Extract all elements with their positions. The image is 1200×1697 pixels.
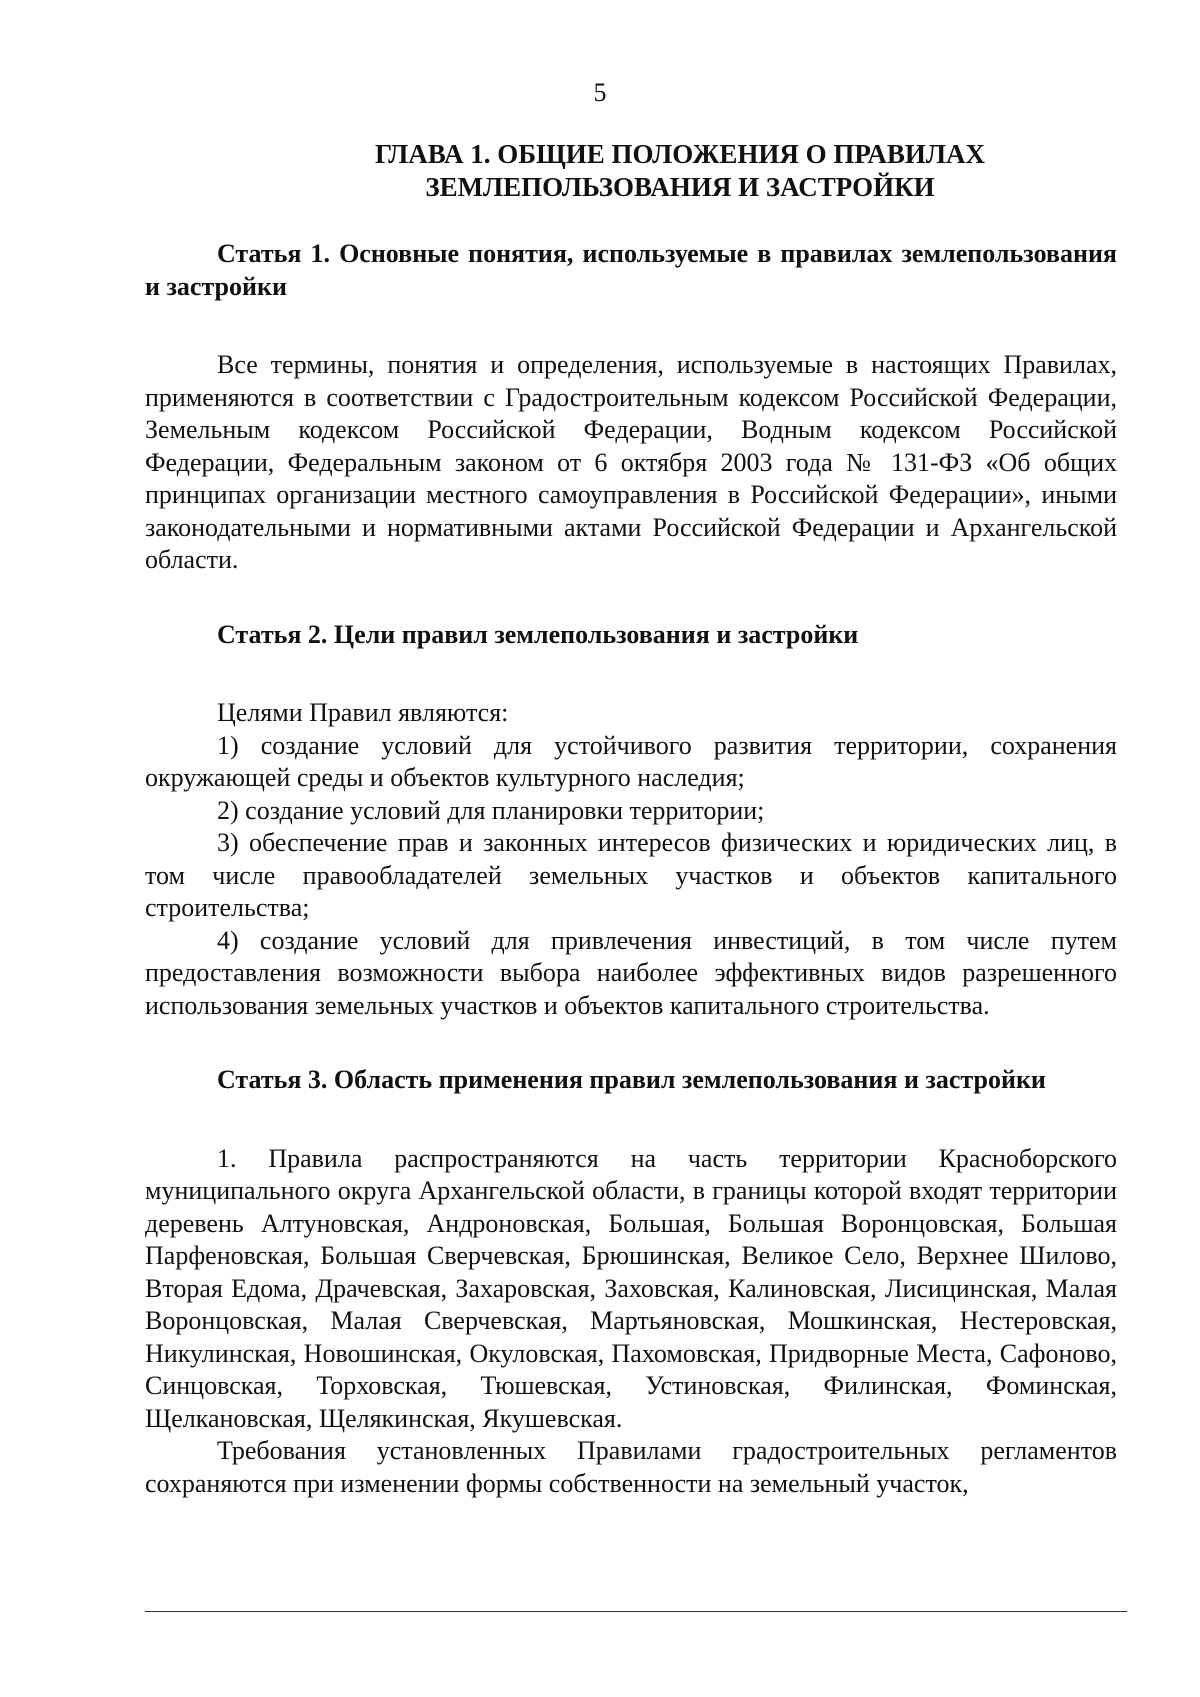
article-3-heading: Статья 3. Область применения правил землепользования и застройки (217, 1065, 1046, 1094)
footer-divider (145, 1611, 1127, 1612)
article-2-item-3: 3) обеспечение прав и законных интересов физических и юридических лиц, в том числе правообладателей земельных участков и объектов капитального строительства; (145, 828, 1117, 922)
article-1-heading: Статья 1. Основные понятия, используемые в правилах землепользования и застройки (145, 239, 1117, 301)
page-number: 5 (593, 78, 607, 107)
spacer (145, 1097, 1117, 1143)
article-1-paragraph: Все термины, понятия и определения, используемые в настоящих Правилах, применяются в соответствии с Градостроительным кодексом Российской Федерации, Земельным кодексом Российской Федерации, Водным кодексом Российской Федерации, Федеральным законом от 6 октября 2003 года № 131-ФЗ «Об общих принципах организации местного самоуправления в Российской Федерации», иными законодательными и нормативными актами Российской Федерации и Архангельской области. (145, 350, 1117, 574)
article-2-intro: Целями Правил являются: (217, 698, 509, 727)
spacer (145, 577, 1117, 619)
spacer (145, 303, 1117, 349)
article-2-item-1: 1) создание условий для устойчивого развития территории, сохранения окружающей среды и объектов культурного наследия; (145, 730, 1117, 792)
spacer (145, 1022, 1117, 1064)
article-2-heading: Статья 2. Цели правил землепользования и застройки (217, 619, 859, 649)
article-2-item-2: 2) создание условий для планировки территории; (217, 795, 765, 825)
spacer (145, 651, 1117, 697)
article-3-paragraph-1: 1. Правила распространяются на часть территории Красноборского муниципального округа Архангельской области, в границы которой входят территории деревень Алтуновская, Андроновская, Большая, Большая Воронцовская, Большая Парфеновская, Большая Сверчевская, Брюшинская, Великое Село, Верхнее Шилово, Вторая Едома, Драчевская, Захаровская, Заховская, Калиновская, Лисицинская, Малая Воронцовская, Малая Сверчевская, Мартьяновская, Мошкинская, Нестеровская, Никулинская, Новошинская, Окуловская, Пахомовская, Придворные Места, Сафоново, Синцовская, Торховская, Тюшевская, Устиновская, Филинская, Фоминская, Щелкановская, Щелякинская, Якушевская. (145, 1143, 1117, 1433)
document-body (145, 238, 1117, 1500)
chapter-title-line-1: ГЛАВА 1. ОБЩИЕ ПОЛОЖЕНИЯ О ПРАВИЛАХ (374, 139, 986, 169)
article-2-item-4: 4) создание условий для привлечения инвестиций, в том числе путем предоставления возможности выбора наиболее эффективных видов разрешенного использования земельных участков и объектов капитального строительства. (145, 925, 1117, 1020)
chapter-title (300, 138, 1060, 204)
article-3-paragraph-2: Требования установленных Правилами градостроительных регламентов сохраняются при изменении формы собственности на земельный участок, (145, 1436, 1117, 1498)
chapter-title-line-2: ЗЕМЛЕПОЛЬЗОВАНИЯ И ЗАСТРОЙКИ (425, 172, 935, 202)
